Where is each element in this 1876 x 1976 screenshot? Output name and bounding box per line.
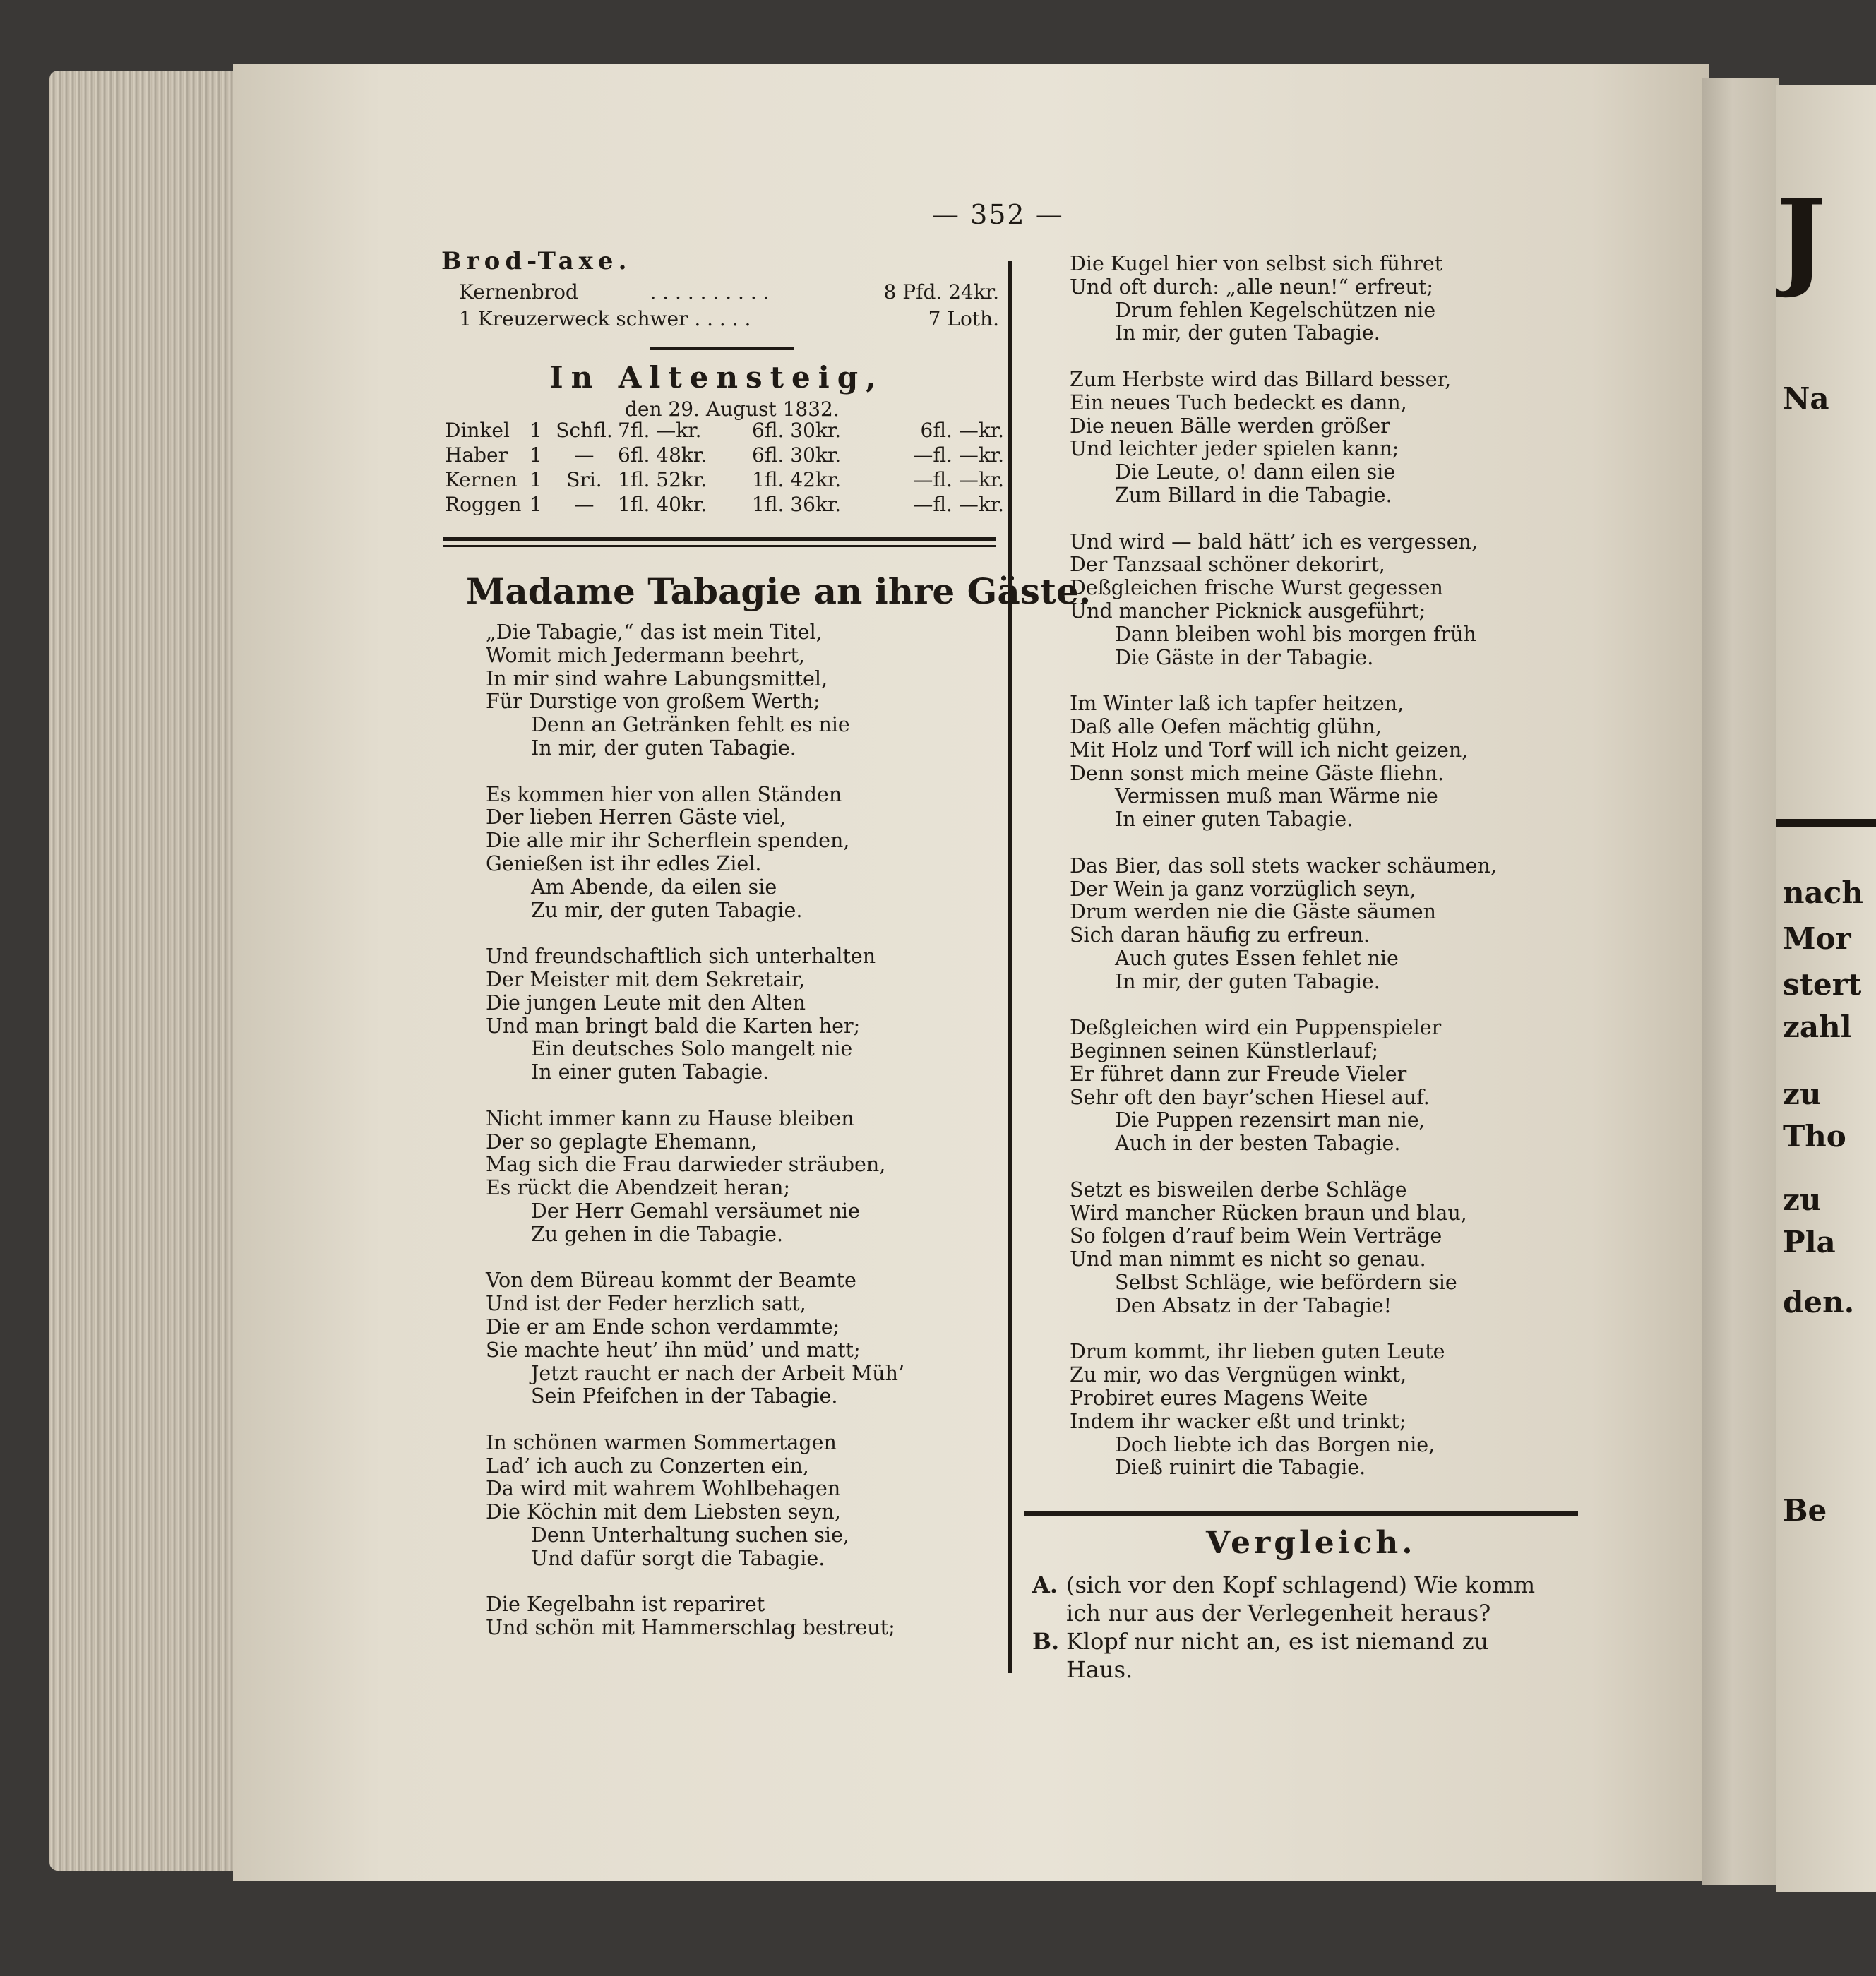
poem-stanza bbox=[1070, 1341, 1497, 1480]
poem-stanza bbox=[1070, 369, 1497, 508]
table-row bbox=[459, 279, 999, 306]
unit: — bbox=[574, 443, 595, 467]
table-row bbox=[445, 418, 1004, 443]
price-3: 6fl. —kr. bbox=[920, 419, 1004, 442]
poem-line: Der Meister mit dem Sekretair, bbox=[486, 967, 806, 991]
page-number: — 352 — bbox=[932, 199, 1064, 230]
poem-stanza bbox=[486, 621, 904, 760]
poem-line: Und mancher Picknick ausgeführt; bbox=[1070, 599, 1426, 623]
dialogue-line: ich nur aus der Verlegenheit heraus? bbox=[1066, 1600, 1491, 1627]
book-gutter bbox=[1702, 78, 1779, 1885]
brod-value: 8 Pfd. 24kr. bbox=[883, 280, 999, 304]
poem-line: Der so geplagte Ehemann, bbox=[486, 1130, 758, 1154]
poem-line: Da wird mit wahrem Wohlbehagen bbox=[486, 1477, 841, 1501]
facing-page-rule bbox=[1776, 819, 1876, 827]
table-row bbox=[459, 306, 999, 333]
poem-stanza bbox=[1070, 1017, 1497, 1156]
poem-line: Beginnen seinen Künstlerlauf; bbox=[1070, 1039, 1379, 1063]
grain: Roggen bbox=[445, 493, 522, 516]
poem-line: In mir sind wahre Labungsmittel, bbox=[486, 666, 828, 690]
poem-line: Setzt es bisweilen derbe Schläge bbox=[1070, 1178, 1407, 1202]
price-1: 7fl. —kr. bbox=[618, 419, 702, 442]
facing-page-word: Tho bbox=[1783, 1119, 1846, 1154]
poem-line: Der Herr Gemahl versäumet nie bbox=[531, 1199, 860, 1223]
poem-line: Am Abende, da eilen sie bbox=[531, 875, 777, 899]
unit: — bbox=[574, 493, 595, 516]
facing-page-word: nach bbox=[1783, 875, 1863, 910]
poem-line: Deßgleichen frische Wurst gegessen bbox=[1070, 576, 1443, 600]
poem-line: Wird mancher Rücken braun und blau, bbox=[1070, 1201, 1467, 1225]
poem-line: Und wird — bald hätt’ ich es vergessen, bbox=[1070, 529, 1478, 553]
poem-line: Der Wein ja ganz vorzüglich seyn, bbox=[1070, 877, 1416, 901]
poem-stanza bbox=[486, 1432, 904, 1571]
poem-stanza bbox=[486, 1269, 904, 1408]
poem-line: Dieß ruinirt die Tabagie. bbox=[1115, 1456, 1366, 1480]
facing-page-word: zu bbox=[1783, 1077, 1822, 1111]
facing-page-initial: J bbox=[1776, 176, 1826, 301]
poem-line: Sehr oft den bayr’schen Hiesel auf. bbox=[1070, 1085, 1430, 1109]
poem-line: Mag sich die Frau darwieder sträuben, bbox=[486, 1153, 886, 1177]
poem-line: Und freundschaftlich sich unterhalten bbox=[486, 945, 876, 969]
poem-line: Auch in der besten Tabagie. bbox=[1115, 1132, 1401, 1156]
poem-line: Ein deutsches Solo mangelt nie bbox=[531, 1037, 853, 1061]
poem-line: Die Kegelbahn ist repariret bbox=[486, 1593, 765, 1617]
poem-line: In einer guten Tabagie. bbox=[1115, 808, 1354, 832]
poem-line: Und leichter jeder spielen kann; bbox=[1070, 437, 1399, 461]
poem-line: Lad’ ich auch zu Conzerten ein, bbox=[486, 1454, 809, 1478]
poem-line: Indem ihr wacker eßt und trinkt; bbox=[1070, 1409, 1406, 1433]
brod-value: 7 Loth. bbox=[928, 307, 999, 330]
poem-line: Es rückt die Abendzeit heran; bbox=[486, 1176, 791, 1200]
poem-line: Zum Herbste wird das Billard besser, bbox=[1070, 367, 1452, 391]
poem-line: Zum Billard in die Tabagie. bbox=[1115, 483, 1392, 507]
poem-left-column bbox=[486, 621, 904, 1663]
unit: Schfl. bbox=[556, 419, 613, 442]
poem-line: Ein neues Tuch bedeckt es dann, bbox=[1070, 390, 1407, 414]
poem-stanza bbox=[1070, 693, 1497, 832]
poem-line: Genießen ist ihr edles Ziel. bbox=[486, 851, 762, 875]
vergleich-dialogue bbox=[1032, 1571, 1579, 1684]
price-2: 1fl. 42kr. bbox=[752, 468, 842, 491]
poem-line: Die er am Ende schon verdammte; bbox=[486, 1315, 840, 1339]
poem-stanza bbox=[486, 1593, 904, 1640]
speaker: B. bbox=[1032, 1628, 1060, 1655]
poem-line: Zu gehen in die Tabagie. bbox=[531, 1222, 784, 1246]
table-row bbox=[445, 467, 1004, 492]
brod-item-label: 1 Kreuzerweck schwer bbox=[459, 307, 688, 330]
poem-line: Und ist der Feder herzlich satt, bbox=[486, 1292, 806, 1316]
poem-line: Sie machte heut’ ihn müd’ und matt; bbox=[486, 1338, 861, 1362]
facing-page-word: Be bbox=[1783, 1493, 1827, 1528]
poem-line: Zu mir, wo das Vergnügen winkt, bbox=[1070, 1363, 1407, 1387]
poem-line: Probiret eures Magens Weite bbox=[1070, 1387, 1368, 1411]
poem-stanza bbox=[1070, 1179, 1497, 1318]
poem-line: So folgen d’rauf beim Wein Verträge bbox=[1070, 1224, 1442, 1248]
poem-line: Mit Holz und Torf will ich nicht geizen, bbox=[1070, 738, 1469, 762]
poem-line: Die Kugel hier von selbst sich führet bbox=[1070, 252, 1443, 275]
dialogue-text: (sich vor den Kopf schlagend) Wie komm bbox=[1066, 1571, 1536, 1598]
facing-page-word: Mor bbox=[1783, 921, 1851, 956]
poem-line: Für Durstige von großem Werth; bbox=[486, 690, 820, 714]
poem-line: Er führet dann zur Freude Vieler bbox=[1070, 1062, 1407, 1086]
table-row bbox=[445, 443, 1004, 467]
poem-line: Dann bleiben wohl bis morgen früh bbox=[1115, 622, 1476, 646]
facing-page-word: den. bbox=[1783, 1285, 1855, 1319]
poem-line: Die Leute, o! dann eilen sie bbox=[1115, 460, 1396, 484]
facing-page-word: zahl bbox=[1783, 1010, 1852, 1044]
poem-line: Die Köchin mit dem Liebsten seyn, bbox=[486, 1500, 841, 1524]
poem-stanza bbox=[486, 784, 904, 923]
qty: 1 bbox=[530, 419, 542, 442]
poem-line: Denn sonst mich meine Gäste fliehn. bbox=[1070, 761, 1445, 785]
poem-line: Und schön mit Hammerschlag bestreut; bbox=[486, 1616, 895, 1640]
poem-stanza bbox=[1070, 531, 1497, 670]
double-rule-thick bbox=[443, 537, 996, 541]
brod-item bbox=[459, 306, 840, 333]
price-3: —fl. —kr. bbox=[913, 493, 1004, 516]
altensteig-date: den 29. August 1832. bbox=[625, 397, 840, 421]
poem-line: In mir, der guten Tabagie. bbox=[1115, 321, 1380, 345]
poem-line: Selbst Schläge, wie befördern sie bbox=[1115, 1271, 1457, 1295]
price-2: 6fl. 30kr. bbox=[752, 419, 842, 442]
section-rule bbox=[650, 347, 794, 350]
price-1: 1fl. 40kr. bbox=[618, 493, 707, 516]
qty: 1 bbox=[530, 468, 542, 491]
poem-line: Die neuen Bälle werden größer bbox=[1070, 414, 1390, 438]
price-3: —fl. —kr. bbox=[913, 443, 1004, 467]
brod-taxe-title: Brod-Taxe. bbox=[441, 247, 632, 275]
poem-line: Die Puppen rezensirt man nie, bbox=[1115, 1108, 1426, 1132]
qty: 1 bbox=[530, 443, 542, 467]
poem-line: Die Gäste in der Tabagie. bbox=[1115, 645, 1374, 669]
qty: 1 bbox=[530, 493, 542, 516]
poem-stanza bbox=[486, 945, 904, 1084]
grain: Dinkel bbox=[445, 419, 510, 442]
poem-line: Und oft durch: „alle neun!“ erfreut; bbox=[1070, 275, 1433, 299]
grain: Haber bbox=[445, 443, 508, 467]
vergleich-title: Vergleich. bbox=[1206, 1525, 1416, 1561]
leader-dots: . . . . . bbox=[694, 307, 751, 330]
poem-line: In einer guten Tabagie. bbox=[531, 1060, 770, 1084]
column-divider bbox=[1008, 261, 1012, 1673]
book-page-edges bbox=[49, 71, 261, 1871]
poem-line: Den Absatz in der Tabagie! bbox=[1115, 1293, 1392, 1317]
poem-line: Und dafür sorgt die Tabagie. bbox=[531, 1546, 825, 1570]
poem-line: Der Tanzsaal schöner dekorirt, bbox=[1070, 553, 1385, 577]
poem-line: Sein Pfeifchen in der Tabagie. bbox=[531, 1384, 838, 1408]
poem-line: In mir, der guten Tabagie. bbox=[1115, 969, 1380, 993]
facing-page-word: Pla bbox=[1783, 1225, 1836, 1259]
poem-line: Deßgleichen wird ein Puppenspieler bbox=[1070, 1016, 1442, 1040]
poem-line: Im Winter laß ich tapfer heitzen, bbox=[1070, 692, 1404, 716]
dialogue-text: Klopf nur nicht an, es ist niemand zu bbox=[1066, 1628, 1489, 1655]
dialogue-line: Haus. bbox=[1066, 1656, 1133, 1683]
poem-line: Sich daran häufig zu erfreun. bbox=[1070, 923, 1370, 947]
poem-line: Das Bier, das soll stets wacker schäumen, bbox=[1070, 854, 1497, 878]
price-3: —fl. —kr. bbox=[913, 468, 1004, 491]
grain: Kernen bbox=[445, 468, 518, 491]
poem-line: Nicht immer kann zu Hause bleiben bbox=[486, 1106, 854, 1130]
facing-page-word: stert bbox=[1783, 967, 1862, 1002]
poem-line: Womit mich Jedermann beehrt, bbox=[486, 643, 805, 667]
price-1: 6fl. 48kr. bbox=[618, 443, 707, 467]
poem-line: Doch liebte ich das Borgen nie, bbox=[1115, 1432, 1435, 1456]
brod-item: Kernenbrod bbox=[459, 280, 578, 304]
leader-dots: . . . . . . . . . . bbox=[650, 280, 770, 304]
poem-line: In schönen warmen Sommertagen bbox=[486, 1430, 837, 1454]
unit: Sri. bbox=[566, 468, 602, 491]
table-row bbox=[445, 492, 1004, 517]
poem-line: Es kommen hier von allen Ständen bbox=[486, 782, 842, 806]
poem-line: Denn Unterhaltung suchen sie, bbox=[531, 1523, 849, 1547]
poem-line: Von dem Büreau kommt der Beamte bbox=[486, 1269, 856, 1293]
poem-line: Denn an Getränken fehlt es nie bbox=[531, 713, 850, 737]
price-2: 1fl. 36kr. bbox=[752, 493, 842, 516]
poem-right-column bbox=[1070, 253, 1497, 1503]
poem-line: Vermissen muß man Wärme nie bbox=[1115, 784, 1438, 808]
section-rule bbox=[1024, 1511, 1578, 1516]
facing-page-fragment bbox=[1776, 85, 1876, 1892]
poem-line: Jetzt raucht er nach der Arbeit Müh’ bbox=[531, 1361, 905, 1385]
poem-line: Zu mir, der guten Tabagie. bbox=[531, 898, 803, 922]
poem-line: „Die Tabagie,“ das ist mein Titel, bbox=[486, 621, 823, 644]
price-1: 1fl. 52kr. bbox=[618, 468, 707, 491]
poem-line: Daß alle Oefen mächtig glühn, bbox=[1070, 714, 1382, 738]
poem-title: Madame Tabagie an ihre Gäste. bbox=[466, 570, 1092, 612]
poem-line: Drum kommt, ihr lieben guten Leute bbox=[1070, 1340, 1445, 1364]
brod-taxe-table bbox=[459, 279, 999, 333]
speaker: A. bbox=[1032, 1571, 1058, 1598]
dialogue-line bbox=[1032, 1571, 1579, 1599]
poem-line: In mir, der guten Tabagie. bbox=[531, 736, 796, 760]
facing-page-word: zu bbox=[1783, 1182, 1822, 1217]
double-rule-thin bbox=[443, 545, 996, 547]
grain-price-table bbox=[445, 418, 1004, 517]
facing-page-word: Na bbox=[1783, 381, 1829, 416]
price-2: 6fl. 30kr. bbox=[752, 443, 842, 467]
poem-line: Die jungen Leute mit den Alten bbox=[486, 990, 806, 1014]
poem-line: Drum werden nie die Gäste säumen bbox=[1070, 900, 1436, 924]
poem-stanza bbox=[1070, 855, 1497, 994]
poem-line: Der lieben Herren Gäste viel, bbox=[486, 806, 787, 830]
poem-stanza bbox=[486, 1108, 904, 1247]
poem-line: Auch gutes Essen fehlet nie bbox=[1115, 946, 1399, 970]
poem-line: Drum fehlen Kegelschützen nie bbox=[1115, 298, 1436, 322]
poem-line: Die alle mir ihr Scherflein spenden, bbox=[486, 829, 850, 853]
dialogue-line bbox=[1032, 1627, 1579, 1655]
poem-line: Und man bringt bald die Karten her; bbox=[486, 1014, 861, 1038]
altensteig-title: In Altensteig, bbox=[549, 360, 884, 395]
poem-line: Und man nimmt es nicht so genau. bbox=[1070, 1247, 1426, 1271]
poem-stanza bbox=[1070, 253, 1497, 345]
